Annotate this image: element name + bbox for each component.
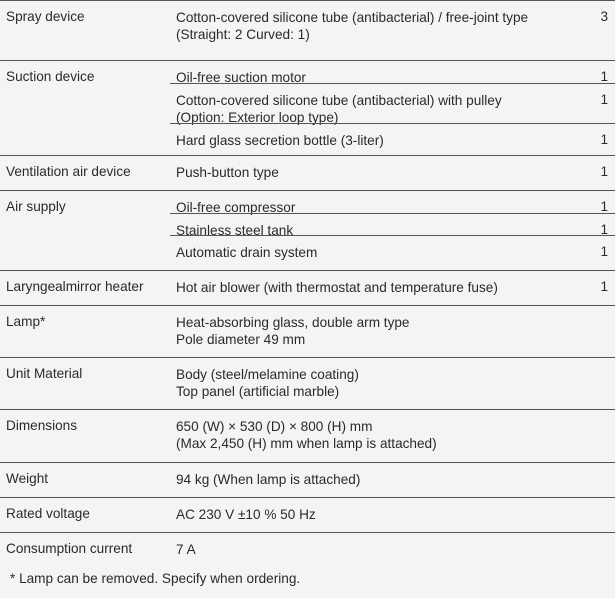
spec-item-line: Heat-absorbing glass, double arm type <box>176 315 410 330</box>
spec-item <box>170 1 615 61</box>
spec-item <box>170 123 615 156</box>
spec-item-text <box>176 366 359 400</box>
spec-item <box>170 191 615 213</box>
spec-row <box>0 0 615 60</box>
spec-item-line: 94 kg (When lamp is attached) <box>176 472 361 487</box>
spec-row <box>0 60 615 155</box>
spec-item-line: (Max 2,450 (H) mm when lamp is attached) <box>176 436 437 451</box>
spec-item <box>170 83 615 123</box>
spec-item-line: Hard glass secretion bottle (3-liter) <box>176 133 384 148</box>
spec-item-line: AC 230 V ±10 % 50 Hz <box>176 507 316 522</box>
spec-item-line: 7 A <box>176 542 196 557</box>
spec-item <box>170 61 615 83</box>
spec-item <box>170 213 615 238</box>
spec-item-text <box>176 164 279 181</box>
spec-item-line: Top panel (artificial marble) <box>176 384 340 399</box>
spec-item <box>170 410 615 463</box>
spec-item <box>170 271 615 306</box>
spec-item-text <box>176 244 317 261</box>
spec-label: Dimensions <box>6 418 78 433</box>
spec-item-line: Push-button type <box>176 165 279 180</box>
spec-row <box>0 305 615 357</box>
spec-item <box>170 156 615 191</box>
spec-qty: 1 <box>600 69 608 84</box>
spec-item-text <box>176 279 498 296</box>
spec-item-line: Stainless steel tank <box>176 223 294 238</box>
spec-item-text <box>176 541 196 558</box>
footnote: * Lamp can be removed. Specify when ordering. <box>10 571 301 586</box>
spec-item-text <box>176 132 384 149</box>
spec-row <box>0 190 615 270</box>
spec-item <box>170 235 615 271</box>
spec-label: Ventilation air device <box>6 164 131 179</box>
spec-qty: 1 <box>600 164 608 179</box>
spec-label: Consumption current <box>6 541 133 556</box>
spec-label: Rated voltage <box>6 506 90 521</box>
spec-label: Weight <box>6 471 49 486</box>
spec-item <box>170 463 615 498</box>
spec-item-line: Hot air blower (with thermostat and temperature fuse) <box>176 280 498 295</box>
spec-item-line: Pole diameter 49 mm <box>176 332 306 347</box>
spec-item-text <box>176 314 410 348</box>
spec-item-line: Cotton-covered silicone tube (antibacterial) with pulley <box>176 93 502 108</box>
spec-label: Unit Material <box>6 366 83 381</box>
spec-qty: 1 <box>600 199 608 214</box>
spec-qty: 1 <box>600 244 608 259</box>
spec-item <box>170 306 615 358</box>
spec-item <box>170 533 615 557</box>
spec-item-line: Oil-free compressor <box>176 200 296 215</box>
spec-label: Spray device <box>6 9 85 24</box>
spec-item-line: Cotton-covered silicone tube (antibacterial) / free-joint type <box>176 10 529 25</box>
spec-label: Lamp* <box>6 314 46 329</box>
spec-item <box>170 358 615 410</box>
spec-item-line: Oil-free suction motor <box>176 70 306 85</box>
spec-row <box>0 462 615 497</box>
spec-label: Laryngealmirror heater <box>6 279 144 294</box>
spec-item-line: Automatic drain system <box>176 245 318 260</box>
spec-label: Suction device <box>6 69 95 84</box>
spec-qty: 1 <box>600 222 608 237</box>
spec-row <box>0 357 615 409</box>
spec-qty: 1 <box>600 132 608 147</box>
spec-item-text <box>176 506 316 523</box>
spec-qty: 1 <box>600 279 608 294</box>
spec-row <box>0 532 615 556</box>
spec-item-line: (Straight: 2 Curved: 1) <box>176 27 310 42</box>
spec-item <box>170 498 615 533</box>
spec-item-line: 650 (W) × 530 (D) × 800 (H) mm <box>176 419 373 434</box>
spec-item-line: Body (steel/melamine coating) <box>176 367 359 382</box>
spec-row <box>0 409 615 462</box>
spec-qty: 1 <box>600 92 608 107</box>
spec-item-line: (Option: Exterior loop type) <box>176 110 339 125</box>
spec-item-text <box>176 471 360 488</box>
spec-item-text <box>176 418 437 452</box>
spec-row <box>0 497 615 532</box>
spec-item-text <box>176 9 528 43</box>
spec-label: Air supply <box>6 199 66 214</box>
spec-qty: 3 <box>600 9 608 24</box>
spec-row <box>0 155 615 190</box>
spec-row <box>0 270 615 305</box>
spec-item-text <box>176 92 502 126</box>
